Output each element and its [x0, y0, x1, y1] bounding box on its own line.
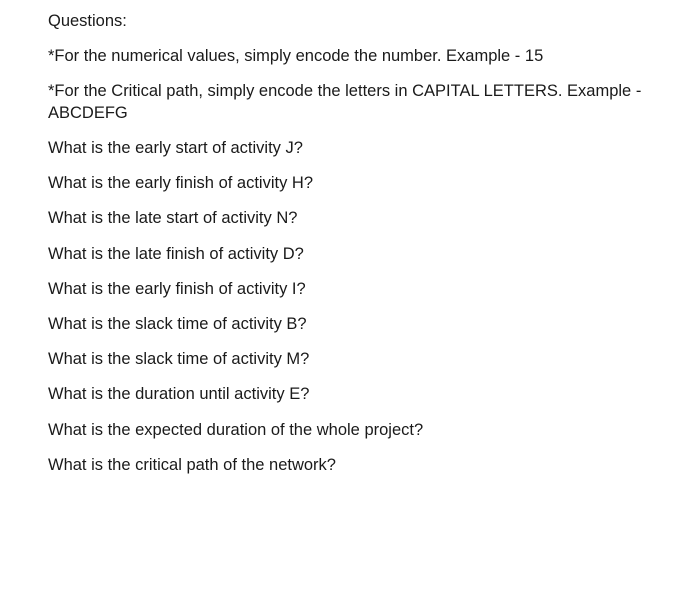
question-early-finish-i: What is the early finish of activity I? — [48, 279, 306, 298]
questions-heading: Questions: — [48, 12, 127, 30]
note-numerical-values: *For the numerical values, simply encode the number. Example - 15 — [48, 47, 544, 65]
question-slack-time-m: What is the slack time of activity M? — [48, 350, 310, 369]
question-early-start-j: What is the early start of activity J? — [48, 139, 303, 157]
question-expected-duration: What is the expected duration of the whole project? — [48, 420, 424, 439]
question-critical-path: What is the critical path of the network? — [48, 455, 336, 474]
question-early-finish-h: What is the early finish of activity H? — [48, 174, 314, 193]
question-duration-until-e: What is the duration until activity E? — [48, 385, 310, 404]
question-late-finish-d: What is the late finish of activity D? — [48, 244, 304, 263]
note-critical-path: *For the Critical path, simply encode the letters in CAPITAL LETTERS. Example - ABCDEFG — [48, 82, 642, 122]
question-late-start-n: What is the late start of activity N? — [48, 209, 298, 228]
question-slack-time-b: What is the slack time of activity B? — [48, 314, 307, 333]
